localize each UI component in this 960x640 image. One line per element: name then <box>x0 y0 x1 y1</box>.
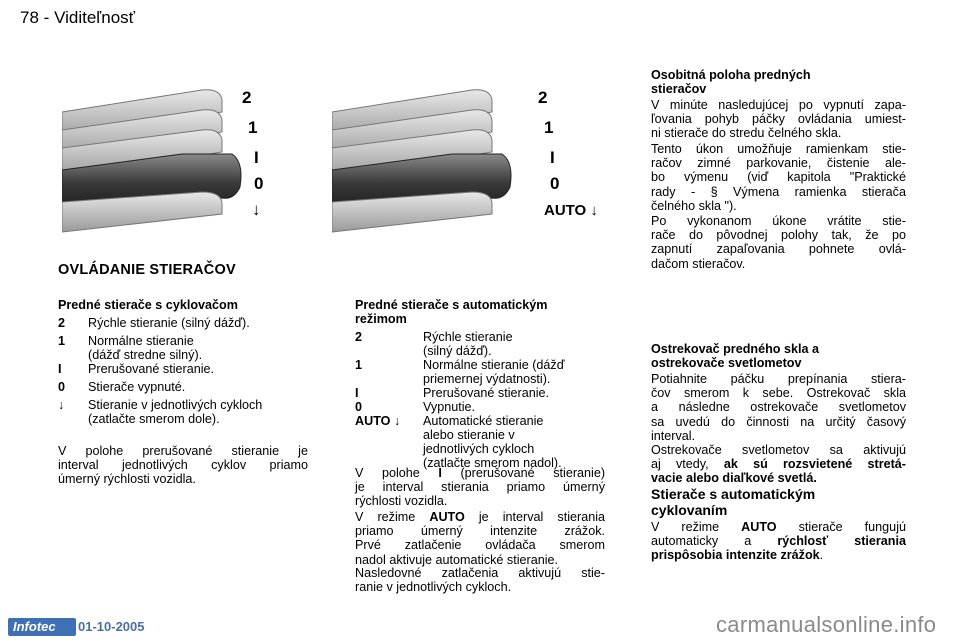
auto-label-1: 1 <box>544 118 554 137</box>
infotec-logo <box>8 618 76 636</box>
right-h3-line: Stierače s automatickým <box>651 486 816 502</box>
left-paragraph <box>58 444 308 487</box>
mid-p2-line: Prvé zatlačenie ovládača smerom <box>355 538 605 553</box>
stalk-label-i: I <box>254 148 259 167</box>
right-para-1 <box>651 98 906 141</box>
wiper-stalk-drawing <box>62 72 307 247</box>
header-dash: - <box>43 8 50 27</box>
wiper-stalk-auto-drawing <box>332 72 600 247</box>
mid-p2-line: priamo úmerný intenzite zrážok. <box>355 524 605 539</box>
left-item-text: Normálne stieranie <box>88 334 194 348</box>
section-title: Viditeľnosť <box>54 8 136 27</box>
left-heading: Predné stierače s cyklovačom <box>58 298 238 312</box>
left-item-text: Rýchle stieranie (silný dážď). <box>88 316 250 330</box>
wiper-stalk-illustration-auto <box>332 72 600 247</box>
mid-paragraph-2 <box>355 510 605 567</box>
auto-label-i: I <box>550 148 555 167</box>
watermark-text: carmanualsonline.info <box>716 612 937 637</box>
right-p6-a: V režime <box>651 520 720 534</box>
main-title: OVLÁDANIE STIERAČOV <box>58 262 236 278</box>
right-p4-line: interval. <box>651 428 696 443</box>
page-header <box>20 8 135 28</box>
mid-item-line: Normálne stieranie (dážď <box>423 358 565 372</box>
mid-heading-line: Predné stierače s automatickým <box>355 298 548 312</box>
right-p4-line: Potiahnite páčku prepínania stiera- <box>651 372 906 386</box>
left-item-key: 1 <box>58 334 66 348</box>
mid-item-2 <box>355 330 605 360</box>
mid-item-line: alebo stieranie v <box>423 428 515 442</box>
right-p6-end: . <box>819 548 824 563</box>
right-para-6 <box>651 520 906 563</box>
right-p6-line2 <box>651 534 906 548</box>
infotec-logo-text: Infotec <box>13 619 56 634</box>
left-para-line: V polohe prerušované stieranie je <box>58 444 308 458</box>
right-p3-line: Po vykonanom úkone vrátite stie- <box>651 214 906 228</box>
wiper-stalk-illustration-left <box>62 72 307 247</box>
mid-item-line: (silný dážď). <box>423 344 492 358</box>
mid-item-1 <box>355 358 605 388</box>
right-p6-bold1: rýchlosť stierania <box>777 534 906 549</box>
page-number: 78 <box>20 8 39 27</box>
right-p5-end: . <box>813 471 817 486</box>
right-h1-line: stieračov <box>651 82 707 97</box>
stalk-label-0: 0 <box>254 174 264 193</box>
right-p5-line3 <box>651 471 906 485</box>
left-item-key: I <box>58 362 62 376</box>
left-item-key: 0 <box>58 380 66 394</box>
right-h2-line: ostrekovače svetlometov <box>651 356 802 371</box>
stalk-label-1: 1 <box>248 118 258 137</box>
mid-p3-line: Nasledovné zatlačenia aktivujú stie- <box>355 566 605 580</box>
left-item-key: 2 <box>58 316 66 330</box>
mid-item-key: AUTO ↓ <box>355 414 401 428</box>
mid-p2-line1 <box>355 510 605 524</box>
right-p1-line: ni stierače do stredu čelného skla. <box>651 126 842 141</box>
left-item-text2: (dážď stredne silný). <box>88 348 203 362</box>
right-p5-line2 <box>651 457 906 471</box>
right-p2-line: račov zimné parkovanie, čistenie ale- <box>651 156 906 171</box>
right-p5-bold1: ak sú rozsvietené stretá- <box>723 457 907 472</box>
mid-item-line: Automatické stieranie <box>423 414 544 428</box>
left-item-text: Prerušované stieranie. <box>88 362 215 376</box>
footer-date: 01-10-2005 <box>78 619 145 634</box>
auto-label-auto <box>544 202 598 219</box>
right-p6-line3 <box>651 548 906 562</box>
mid-p2-line: nadol aktivuje automatické stieranie. <box>355 552 559 567</box>
left-item-text: Stierače vypnuté. <box>88 380 186 394</box>
right-p4-line: sa uvedú do činnosti na určitý časový <box>651 414 906 429</box>
mid-p2-a: V režime <box>355 510 416 524</box>
mid-p3-line: ranie v jednotlivých cykloch. <box>355 580 512 595</box>
right-p6-line1 <box>651 520 906 534</box>
mid-p1-key: I <box>438 466 442 480</box>
left-item-down <box>58 398 308 428</box>
mid-p1-a: V polohe <box>355 466 420 480</box>
mid-item-key: 0 <box>355 400 363 414</box>
mid-p1-line: rýchlosti vozidla. <box>355 494 448 509</box>
right-para-3 <box>651 214 906 271</box>
right-p3-line: zapnutí zapaľovania pohnete ovlá- <box>651 242 906 257</box>
right-p2-line: bo výmenu (viď kapitola "Praktické <box>651 170 906 185</box>
right-para-4 <box>651 372 906 486</box>
right-p6-c: automaticky a <box>651 534 752 549</box>
auto-label-2: 2 <box>538 88 548 107</box>
right-heading-2 <box>651 342 906 370</box>
left-item-text2: (zatlačte smerom dole). <box>88 412 220 426</box>
mid-item-line: Vypnutie. <box>423 400 476 414</box>
stalk-label-down: ↓ <box>252 200 261 219</box>
right-p2-line: čelného skla "). <box>651 198 737 213</box>
left-item-key: ↓ <box>58 398 65 412</box>
right-p3-line: dačom stieračov. <box>651 256 746 271</box>
right-p1-line: V minúte nasledujúcej po vypnutí zapa- <box>651 98 906 112</box>
auto-label-0: 0 <box>550 174 560 193</box>
mid-item-line: Prerušované stieranie. <box>423 386 550 400</box>
right-p6-b: stierače fungujú <box>798 520 906 534</box>
mid-paragraph-1 <box>355 466 605 509</box>
right-p6-key: AUTO <box>741 520 777 534</box>
right-p1-line: ľovania pohyb páčky ovládania umiest- <box>651 112 906 127</box>
mid-item-line: priemernej výdatnosti). <box>423 372 551 386</box>
right-p5-line: Ostrekovače svetlometov sa aktivujú <box>651 443 906 458</box>
right-p4-line: čov smerom k sebe. Ostrekovač skla <box>651 386 906 401</box>
right-p2-line: rady - § Výmena ramienka stierača <box>651 184 906 199</box>
right-heading-1 <box>651 68 906 96</box>
mid-heading-line: režimom <box>355 312 407 327</box>
right-p5-a: aj vtedy, <box>651 457 709 472</box>
mid-p1-b: (prerušované stieranie) <box>460 466 606 480</box>
right-h3-line: cyklovaním <box>651 502 728 518</box>
mid-p1-line1 <box>355 466 605 480</box>
mid-item-key: I <box>355 386 359 400</box>
left-item-1 <box>58 334 308 364</box>
right-p3-line: rače do pôvodnej polohy tak, že po <box>651 228 906 243</box>
stalk-label-2: 2 <box>242 88 252 107</box>
right-h1-line: Osobitná poloha predných <box>651 68 811 82</box>
auto-label-text: AUTO <box>544 202 587 219</box>
mid-p2-b: je interval stierania <box>478 510 606 524</box>
auto-label-arrow: ↓ <box>590 202 598 219</box>
right-p5-bold2: vacie alebo diaľkové svetlá <box>651 471 814 486</box>
mid-p2-key: AUTO <box>429 510 465 524</box>
mid-paragraph-3 <box>355 566 605 594</box>
mid-item-line: (zatlačte smerom nadol). <box>423 456 562 470</box>
mid-item-key: 2 <box>355 330 363 344</box>
left-item-text: Stieranie v jednotlivých cykloch <box>88 398 263 412</box>
left-para-line: interval jednotlivých cyklov priamo <box>58 458 308 473</box>
right-p2-line: Tento úkon umožňuje ramienkam stie- <box>651 142 906 156</box>
mid-item-line: Rýchle stieranie <box>423 330 513 344</box>
right-para-2 <box>651 142 906 213</box>
right-h2-line: Ostrekovač predného skla a <box>651 342 819 356</box>
right-p6-bold2: prispôsobia intenzite zrážok <box>651 548 820 563</box>
mid-heading <box>355 298 605 326</box>
left-para-line: úmerný rýchlosti vozidla. <box>58 472 196 487</box>
mid-item-key: 1 <box>355 358 363 372</box>
mid-item-line: jednotlivých cykloch <box>423 442 535 456</box>
right-p4-line: a následne ostrekovače svetlometov <box>651 400 906 415</box>
mid-item-auto <box>355 414 605 472</box>
mid-p1-line: je interval stierania priamo úmerný <box>355 480 605 495</box>
right-heading-3 <box>651 486 906 518</box>
